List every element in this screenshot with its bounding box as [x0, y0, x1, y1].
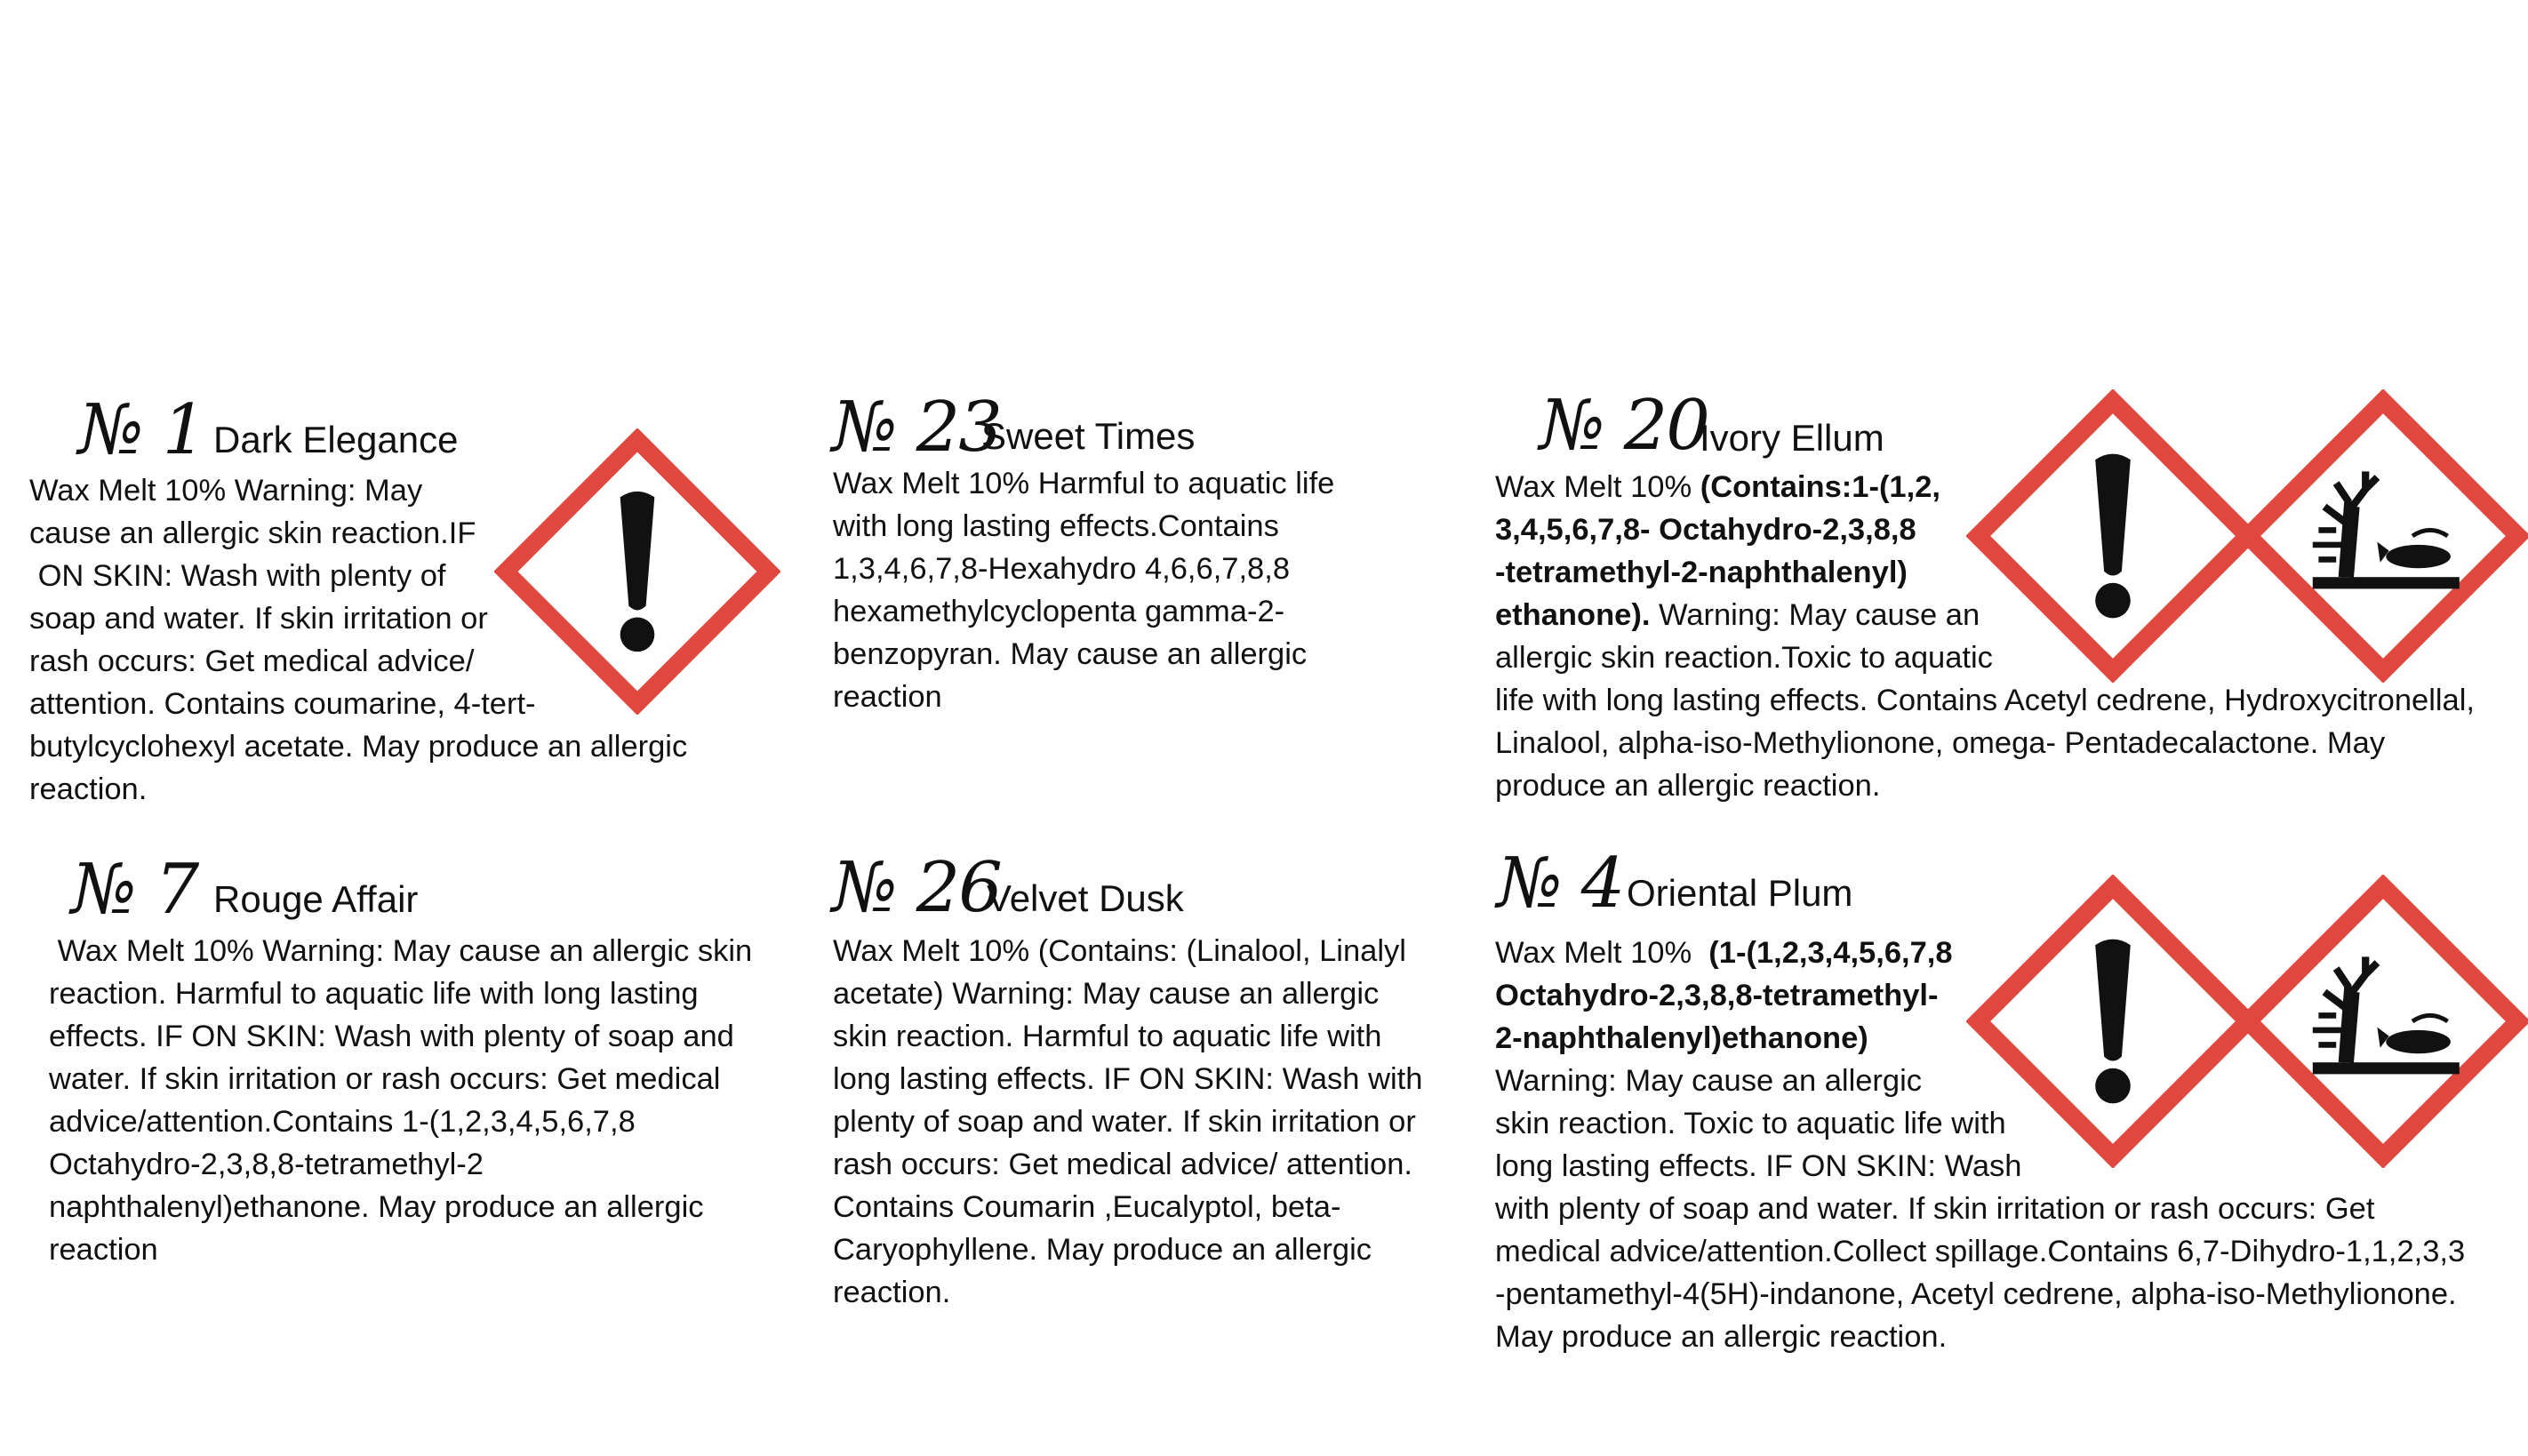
label-number: № 20: [1540, 386, 1708, 466]
fragrance-name: Sweet Times: [981, 415, 1196, 457]
fragrance-name: Velvet Dusk: [987, 877, 1184, 919]
label-text: Wax Melt 10% Warning: May cause an allergic skin reaction.IF ON SKIN: Wash with plenty of soap and water. If skin irritation or rash occurs: Get medical advice/ attention. Contains coumarine, 4-tert- butylcyclohexyl acetate. May produce an allergic reaction.: [29, 474, 688, 806]
exclamation-mark-hazard-icon: [1966, 875, 2260, 1168]
label-text: Wax Melt 10% Harmful to aquatic life with long lasting effects.Contains 1,3,4,6,7,8-Hexahydro 4,6,6,7,8,8 hexamethylcyclopenta gamma-2- benzopyran. May cause an allergic reaction: [833, 467, 1335, 714]
environment-hazard-icon: [2236, 389, 2528, 683]
label-number: № 23: [832, 388, 1001, 468]
label-text: Wax Melt 10% Warning: May cause an allergic skin reaction. Harmful to aquatic life with long lasting effects. IF ON SKIN: Wash with plenty of soap and water. If skin irritation or rash occurs: Get medical advice/attention.Contains 1-(1,2,3,4,5,6,7,8 Octahydro-2,3,8,8-tetramethyl-2 naphthalenyl)ethanone. May produce an allergic reaction: [49, 934, 753, 1267]
label-number: № 7: [71, 850, 198, 930]
label-text: Wax Melt 10% (Contains:1-(1,2, 3,4,5,6,7,8- Octahydro-2,3,8,8 -tetramethyl-2-naphthalenyl) ethanone). Warning: May cause an allergic skin reaction.Toxic to aquatic life with long lasting effects. Contains Acetyl cedrene, Hydroxycitronellal, Linalool, alpha-iso-Methylionone, omega- Pentadecalactone. May produce an allergic reaction.: [1495, 470, 2475, 803]
label-text: Wax Melt 10% (1-(1,2,3,4,5,6,7,8 Octahydro-2,3,8,8-tetramethyl- 2-naphthalenyl)ethanone) Warning: May cause an allergic skin reaction. Toxic to aquatic life with long lasting effects. IF ON SKIN: Wash with plenty of soap and water. If skin irritation or rash occurs: Get medical advice/attention.Collect spillage.Contains 6,7-Dihydro-1,1,2,3,3 -pentamethyl-4(5H)-indanone, Acetyl cedrene, alpha-iso-Methylionone. May produce an allergic reaction.: [1495, 936, 2466, 1354]
exclamation-mark-hazard-icon: [1966, 389, 2260, 683]
environment-hazard-icon: [2236, 875, 2528, 1168]
exclamation-mark-hazard-icon: [494, 428, 780, 715]
label-number: № 1: [78, 390, 205, 470]
label-number: № 4: [1497, 844, 1624, 924]
fragrance-name: Rouge Affair: [213, 878, 419, 920]
fragrance-name: Dark Elegance: [213, 419, 459, 460]
label-number: № 26: [832, 848, 1001, 928]
fragrance-name: Oriental Plum: [1627, 872, 1853, 914]
label-text: Wax Melt 10% (Contains: (Linalool, Linalyl acetate) Warning: May cause an allergic skin reaction. Harmful to aquatic life with long lasting effects. IF ON SKIN: Wash with plenty of soap and water. If skin irritation or rash occurs: Get medical advice/ attention. Contains Coumarin ,Eucalyptol, beta- Caryophyllene. May produce an allergic reaction.: [833, 934, 1423, 1309]
fragrance-name: Ivory Ellum: [1700, 417, 1884, 459]
